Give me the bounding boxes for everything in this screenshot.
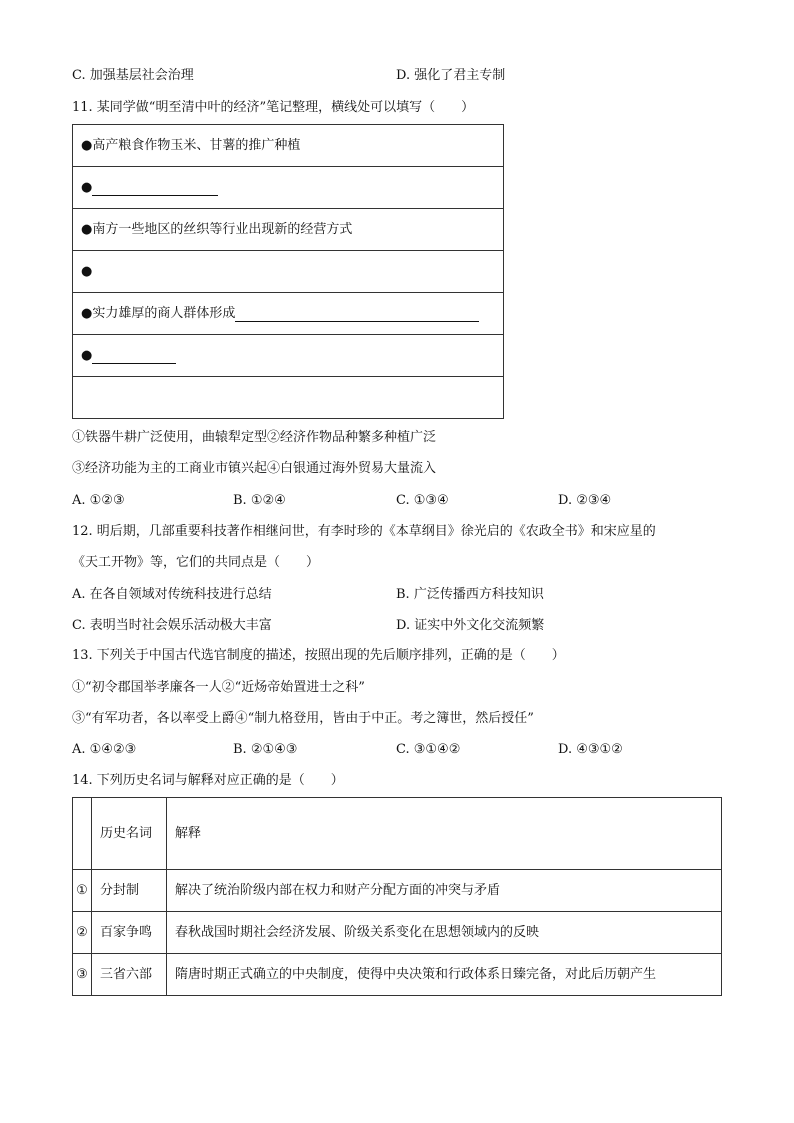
q11-notes-table: [72, 124, 504, 419]
row-num: ②: [73, 912, 92, 954]
q14-terms-table: [72, 797, 722, 996]
header-term: 历史名词: [92, 798, 167, 870]
q11-option-b: B. ①②④: [233, 493, 286, 508]
q11-row-2: ●: [73, 167, 504, 209]
q11-row-5: ●实力雄厚的商人群体形成: [73, 293, 504, 335]
row-num: ①: [73, 870, 92, 912]
q12-stem-line-2: 《天工开物》等，它们的共同点是（ ）: [72, 555, 320, 570]
header-num: [73, 798, 92, 870]
fill-blank: [92, 181, 218, 196]
header-explain: 解释: [167, 798, 722, 870]
row-term: 三省六部: [92, 954, 167, 996]
q11-row-7: [73, 377, 504, 419]
q11-items-line-2: ③经济功能为主的工商业市镇兴起④白银通过海外贸易大量流入: [72, 461, 437, 476]
q12-option-d: D. 证实中外文化交流频繁: [396, 618, 545, 633]
table-row: [73, 209, 504, 251]
q13-option-c: C. ③①④②: [396, 742, 461, 757]
q11-option-d: D. ②③④: [558, 493, 612, 508]
q11-items-line-1: ①铁器牛耕广泛使用，曲辕犁定型②经济作物品种繁多种植广泛: [72, 430, 437, 445]
table-row: [73, 335, 504, 377]
q11-stem: 11. 某同学做“明至清中叶的经济”笔记整理，横线处可以填写（ ）: [72, 100, 475, 115]
q11-row-1: ●高产粮食作物玉米、甘薯的推广种植: [73, 125, 504, 167]
q13-items-line-2: ③“有军功者，各以率受上爵④“制九格登用，皆由于中正。考之簿世，然后授任”: [72, 711, 534, 726]
q10-option-c: C. 加强基层社会治理: [72, 68, 194, 83]
q11-row-4: ●: [73, 251, 504, 293]
q12-stem-line-1: 12. 明后期，几部重要科技著作相继问世，有李时珍的《本草纲目》徐光启的《农政全书》和宋应星的: [72, 524, 656, 539]
q13-option-a: A. ①④②③: [72, 742, 137, 757]
q13-option-d: D. ④③①②: [558, 742, 623, 757]
q14-stem: 14. 下列历史名词与解释对应正确的是（ ）: [72, 773, 344, 788]
fill-blank: [235, 307, 479, 322]
q12-option-c: C. 表明当时社会娱乐活动极大丰富: [72, 618, 272, 633]
row-term: 分封制: [92, 870, 167, 912]
q13-option-b: B. ②①④③: [233, 742, 298, 757]
q12-option-b: B. 广泛传播西方科技知识: [396, 587, 544, 602]
row-explain: 春秋战国时期社会经济发展、阶级关系变化在思想领域内的反映: [167, 912, 722, 954]
q12-option-a: A. 在各自领域对传统科技进行总结: [72, 587, 272, 602]
table-row: [73, 125, 504, 167]
table-header-row: [73, 798, 722, 870]
q11-option-a: A. ①②③: [72, 493, 125, 508]
table-row: [73, 293, 504, 335]
q11-option-c: C. ①③④: [396, 493, 449, 508]
table-row: [73, 251, 504, 293]
row-term: 百家争鸣: [92, 912, 167, 954]
table-row: [73, 167, 504, 209]
q13-items-line-1: ①“初令郡国举孝廉各一人②“近炀帝始置进士之科”: [72, 680, 365, 695]
q11-row-6: ●: [73, 335, 504, 377]
q11-row-3: ●南方一些地区的丝织等行业出现新的经营方式: [73, 209, 504, 251]
table-row: [73, 377, 504, 419]
row-explain: 解决了统治阶级内部在权力和财产分配方面的冲突与矛盾: [167, 870, 722, 912]
fill-blank: [92, 349, 176, 364]
table-row: [73, 912, 722, 954]
q10-option-d: D. 强化了君主专制: [396, 68, 506, 83]
table-row: [73, 870, 722, 912]
table-row: [73, 954, 722, 996]
row-explain: 隋唐时期正式确立的中央制度，使得中央决策和行政体系日臻完备，对此后历朝产生: [167, 954, 722, 996]
q13-stem: 13. 下列关于中国古代选官制度的描述，按照出现的先后顺序排列，正确的是（ ）: [72, 648, 565, 663]
row-num: ③: [73, 954, 92, 996]
